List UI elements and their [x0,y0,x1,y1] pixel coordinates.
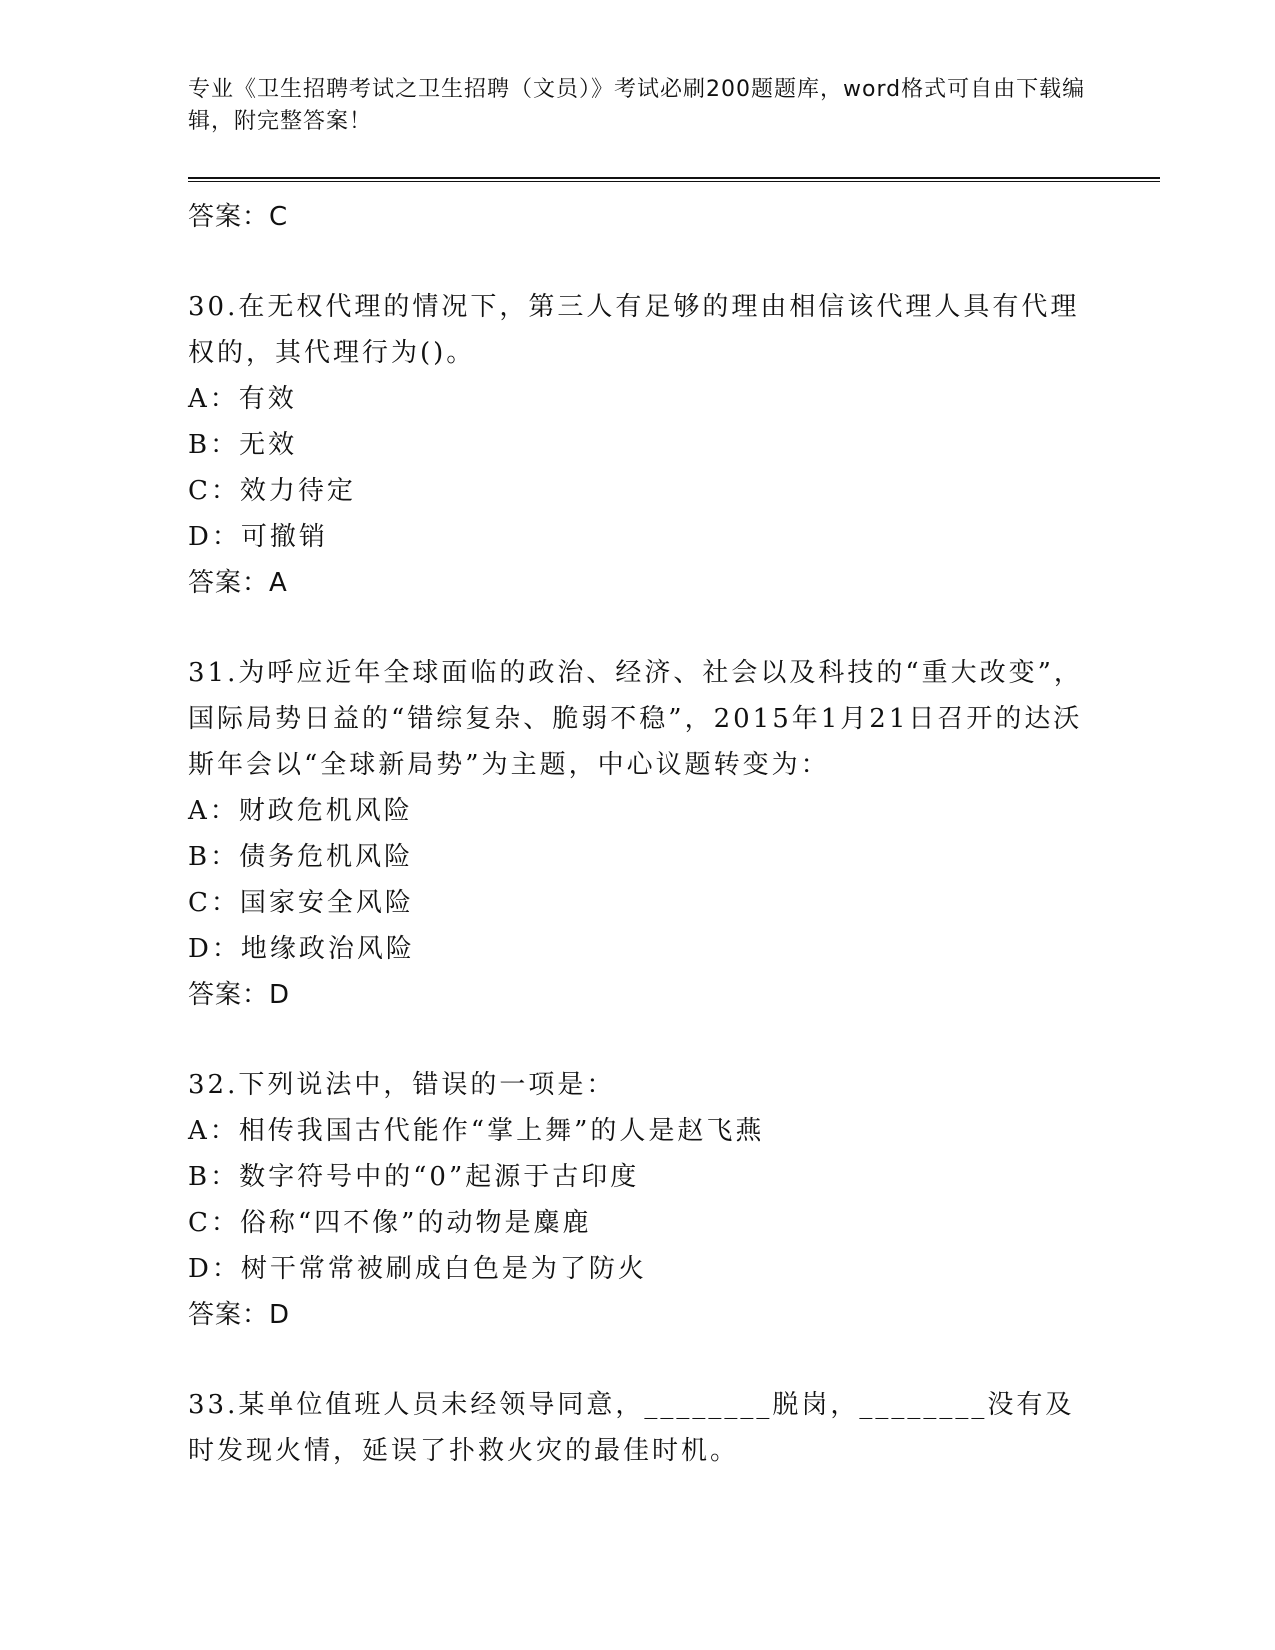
answer-line: 答案：D [188,1300,291,1330]
option-c: C：俗称“四不像”的动物是麋鹿 [188,1208,592,1238]
answer-line: 答案：C [188,202,289,232]
question-33 [188,1382,1088,1474]
option-a: A：财政危机风险 [188,796,413,826]
document-body [188,188,1088,1474]
option-d: D：树干常常被刷成白色是为了防火 [188,1254,647,1284]
option-a: A：相传我国古代能作“掌上舞”的人是赵飞燕 [188,1116,765,1146]
option-d: D：地缘政治风险 [188,934,415,964]
question-31 [188,650,1088,1018]
option-b: B：债务危机风险 [188,842,414,872]
question-text: 30.在无权代理的情况下，第三人有足够的理由相信该代理人具有代理权的，其代理行为()。 [188,292,1080,368]
question-text: 31.为呼应近年全球面临的政治、经济、社会以及科技的“重大改变”，国际局势日益的“错综复杂、脆弱不稳”，2015年1月21日召开的达沃斯年会以“全球新局势”为主题，中心议题转变为： [188,658,1083,780]
option-c: C：效力待定 [188,476,356,506]
answer-line: 答案：D [188,980,291,1010]
option-b: B：数字符号中的“0”起源于古印度 [188,1162,640,1192]
header-divider [188,177,1160,183]
question-32 [188,1062,1088,1338]
document-header: 专业《卫生招聘考试之卫生招聘（文员）》考试必刷200题题库，word格式可自由下载编辑，附完整答案！ [188,77,1086,134]
option-a: A：有效 [188,384,297,414]
option-b: B：无效 [188,430,298,460]
question-text: 32.下列说法中，错误的一项是： [188,1070,616,1100]
answer-line: 答案：A [188,568,288,598]
option-c: C：国家安全风险 [188,888,414,918]
question-text: 33.某单位值班人员未经领导同意，________脱岗，________没有及时发现火情，延误了扑救火灾的最佳时机。 [188,1390,1075,1466]
question-30 [188,284,1088,606]
option-d: D：可撤销 [188,522,328,552]
